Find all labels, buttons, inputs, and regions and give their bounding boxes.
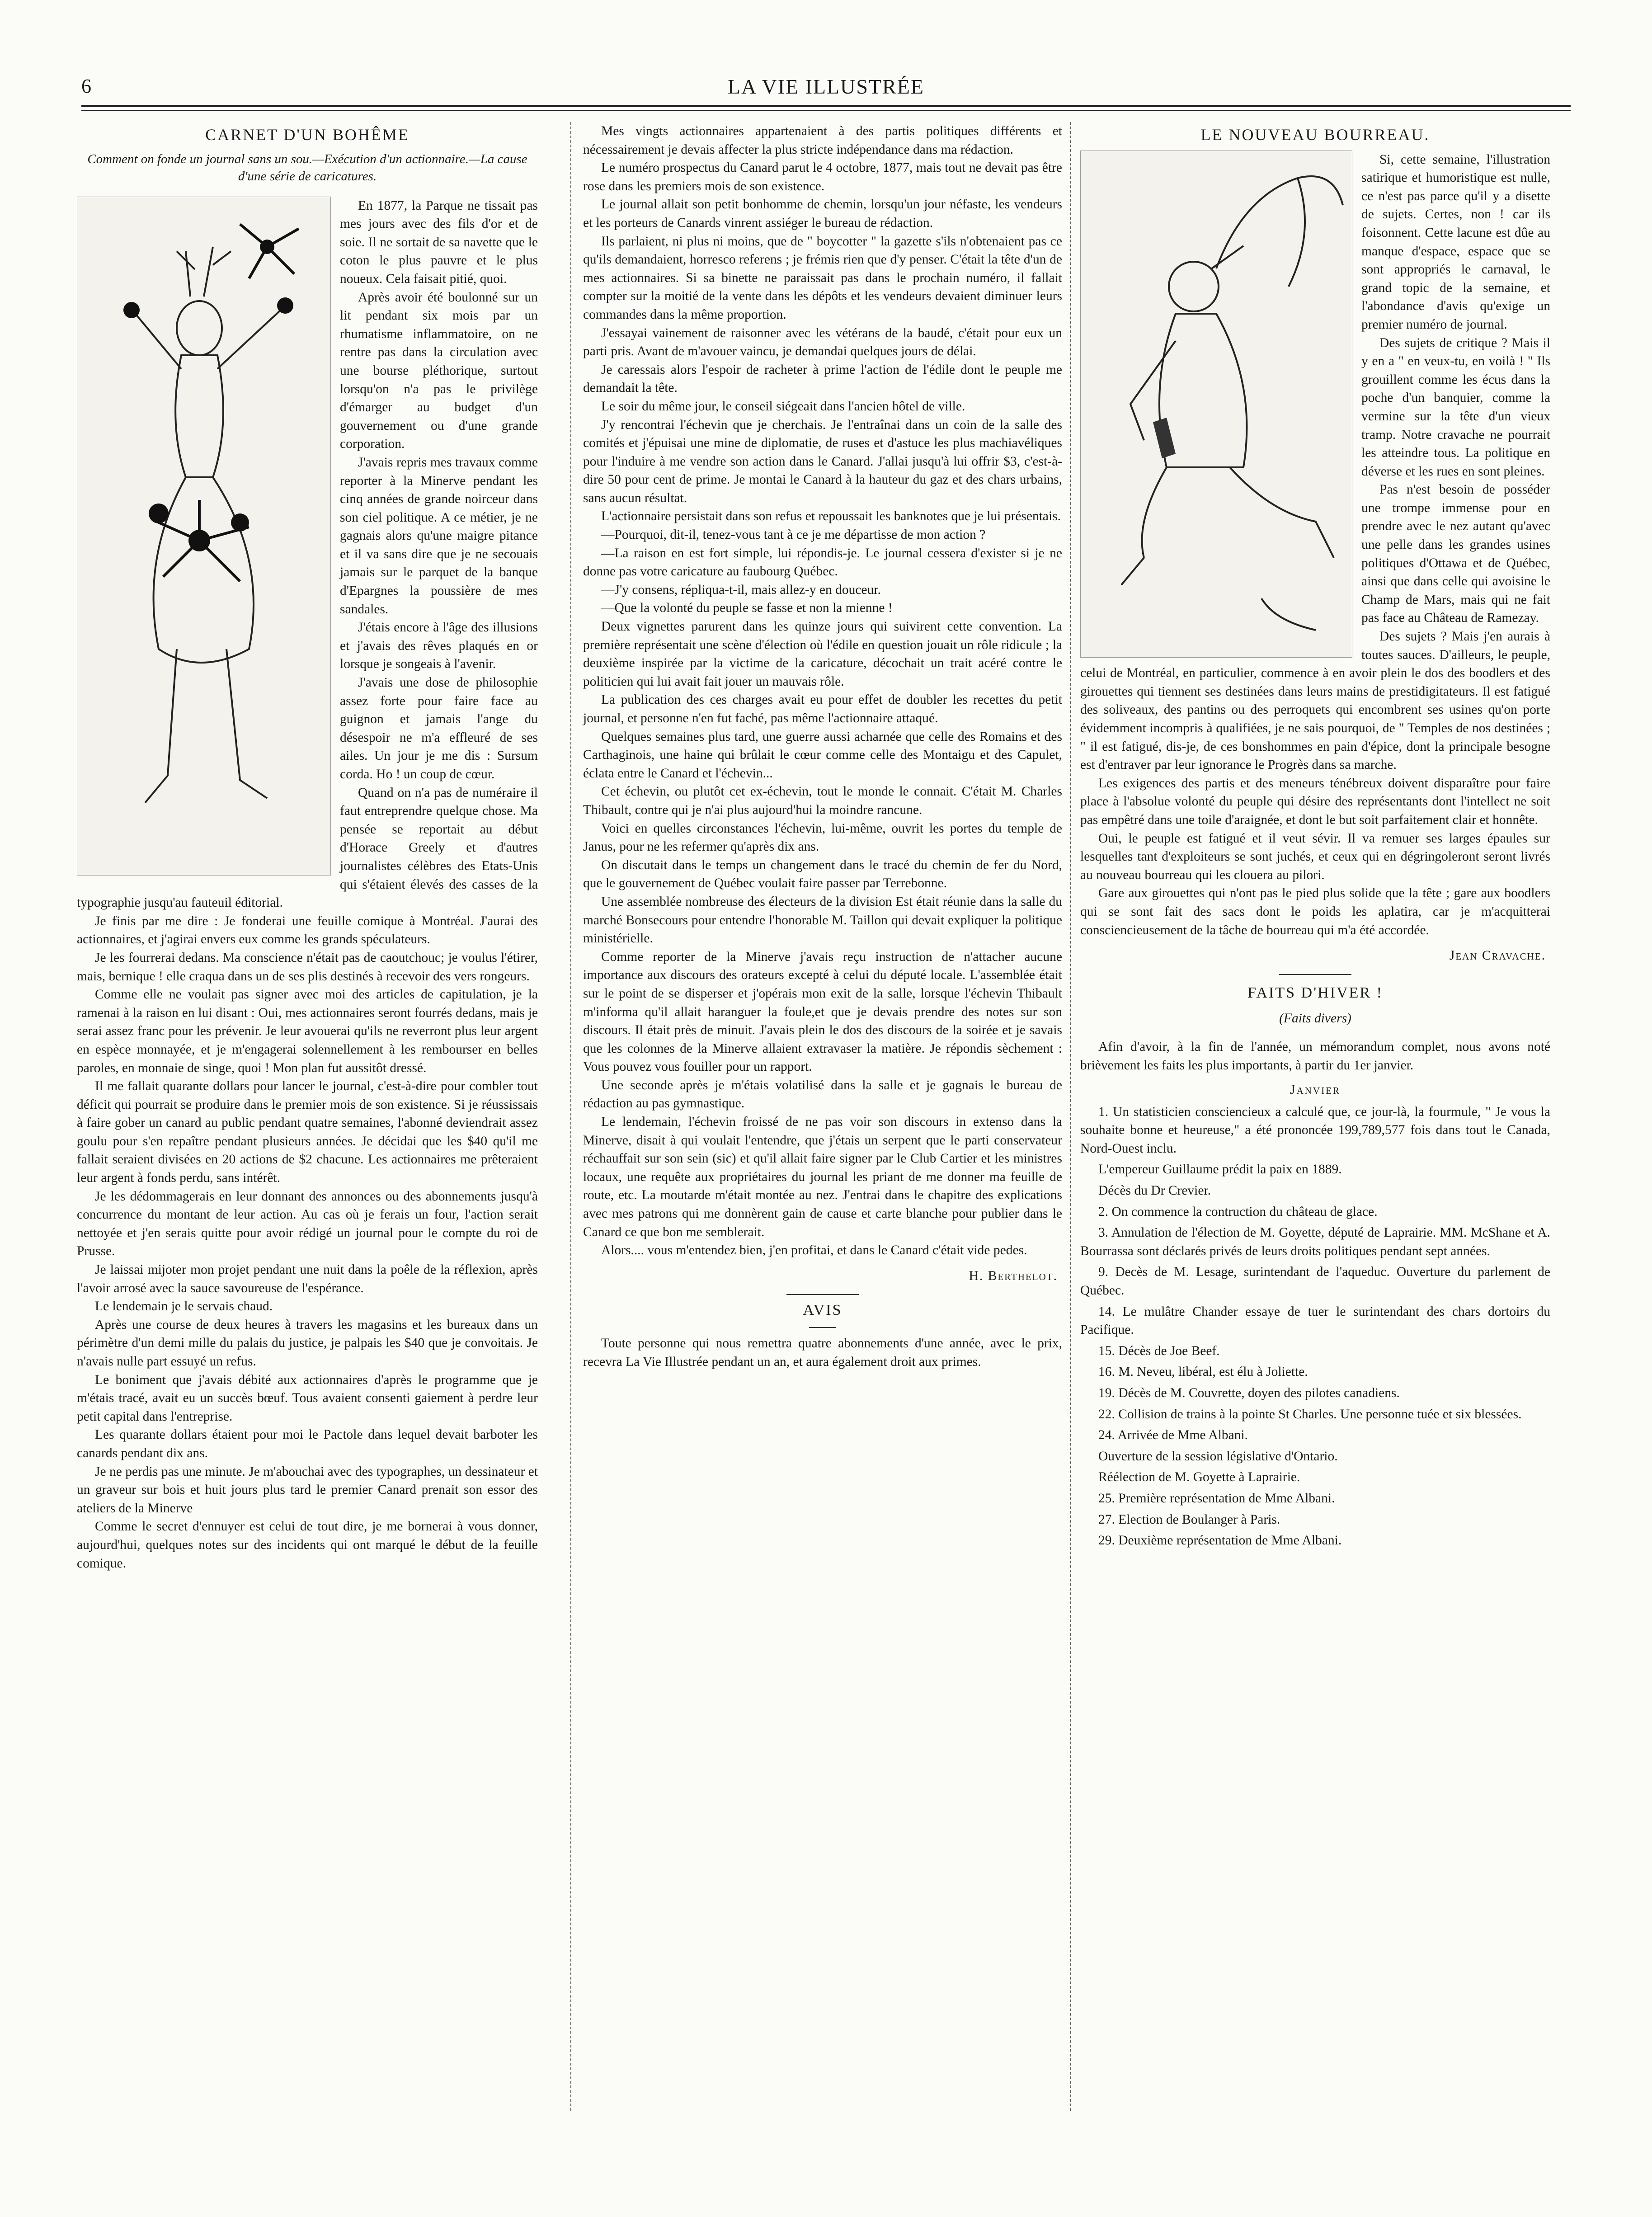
paragraph: Je les dédommagerais en leur donnant des annonces ou des abonnements jusqu'à concurrence du montant de leur action. Au cas où je ferais un four, l'action serait nettoyée et j'en serais quitte pour avoir rédigé un journal pour le compte du roi de Prusse. <box>77 1189 538 1259</box>
paragraph: Je finis par me dire : Je fonderai une feuille comique à Montréal. J'aurai des actionnaires, et j'agirai envers eux comme les grands spéculateurs. <box>77 913 538 947</box>
paragraph: Je laissai mijoter mon projet pendant une nuit dans la poêle de la réflexion, après l'avoir arrosé avec la sauce savoureuse de l'espérance. <box>77 1262 538 1295</box>
list-item: L'empereur Guillaume prédit la paix en 1889. <box>1098 1162 1342 1177</box>
paragraph: —La raison en est fort simple, lui répondis-je. Le journal cessera d'exister si je ne donne pas votre caricature au faubourg Québec. <box>583 546 1062 579</box>
paragraph: La publication des ces charges avait eu pour effet de doubler les recettes du petit journal, et personne n'en fut faché, pas même l'actionnaire attaqué. <box>583 692 1062 725</box>
paragraph: Le journal allait son petit bonhomme de chemin, lorsqu'un jour néfaste, les vendeurs et les porteurs de Canards vinrent assiéger le bureau de rédaction. <box>583 197 1062 230</box>
column-divider <box>570 122 571 2111</box>
illustration-bourreau <box>1080 151 1352 658</box>
paragraph: J'avais repris mes travaux comme reporter à la Minerve pendant les cinq années de grande noirceur dans son ciel politique. A ce métier, je ne gagnais alors qu'une maigre pitance et il va sans dire que je ne secouais jamais sur le parquet de la banque d'Epargnes la poussière de mes sandales. <box>340 455 538 617</box>
paragraph: J'étais encore à l'âge des illusions et j'avais des rêves plaqués en or lorsque je songeais à l'avenir. <box>340 620 538 672</box>
paragraph: Je caressais alors l'espoir de racheter à prime l'action de l'édile dont le peuple me demandait la tête. <box>583 362 1062 395</box>
illustration-dancer <box>77 197 331 876</box>
month-heading: Janvier <box>1290 1083 1341 1097</box>
paragraph: —J'y consens, répliqua-t-il, mais allez-y en douceur. <box>601 582 881 597</box>
list-item: 29. Deuxième représentation de Mme Albani. <box>1098 1533 1342 1548</box>
paragraph: Mes vingts actionnaires appartenaient à des partis politiques différents et nécessairement je devais affecter la plus stricte indépendance dans ma rédaction. <box>583 124 1062 157</box>
list-item: 1. Un statisticien consciencieux a calculé que, ce jour-là, la fourmule, " Je vous la souhaite bonne et heureuse," a été prononcée 199,789,577 fois dans tout le Canada, Nord-Ouest inclu. <box>1080 1104 1550 1156</box>
paragraph: On discutait dans le temps un changement dans le tracé du chemin de fer du Nord, que le gouvernement de Québec voulait faire passer par Terrebonne. <box>583 857 1062 891</box>
column-carnet <box>77 122 538 2133</box>
paragraph: Après avoir été boulonné sur un lit pendant six mois par un rhumatisme inflammatoire, on ne rentre pas dans la circulation avec une bourse pléthorique, surtout lorsqu'on n'a pas le privilège d'émarger au budget d'un gouvernement ou d'une grande corporation. <box>340 290 538 452</box>
paragraph: Cet échevin, ou plutôt cet ex-échevin, tout le monde le connait. C'était M. Charles Thibault, contre qui je n'ai plus aujourd'hui la moindre rancune. <box>583 784 1062 817</box>
dancer-illustration <box>77 197 331 876</box>
list-item: 3. Annulation de l'élection de M. Goyette, député de Laprairie. MM. McShane et A. Bourrassa sont déclarés privés de leurs droits politiques pendant sept années. <box>1080 1225 1550 1258</box>
article-deck: Comment on fonde un journal sans un sou.—Exécution d'un actionnaire.—La cause d'une série de caricatures. <box>87 151 527 184</box>
list-item: 22. Collision de trains à la pointe St Charles. Une personne tuée et six blessées. <box>1098 1407 1522 1422</box>
newspaper-title: LA VIE ILLUSTRÉE <box>728 75 924 98</box>
list-item: 16. M. Neveu, libéral, est élu à Joliette. <box>1098 1365 1308 1379</box>
paragraph: Deux vignettes parurent dans les quinze jours qui suivirent cette convention. La première représentait une scène d'élection où l'édile en question jouait un rôle ridicule ; la deuxième inspirée par la victime de la caricature, décochait un trait acéré contre le politicien qui lui avait fait jouer un mauvais rôle. <box>583 619 1062 689</box>
article-title: CARNET D'UN BOHÊME <box>205 126 409 144</box>
list-item: Décès du Dr Crevier. <box>1098 1183 1211 1198</box>
paragraph: J'avais une dose de philosophie assez forte pour faire face au guignon et jamais l'ange du désespoir ne m'a effleuré de ses ailes. Un jour je me dis : Sursum corda. Ho ! un coup de cœur. <box>340 675 538 781</box>
paragraph: Ils parlaient, ni plus ni moins, que de " boycotter " la gazette s'ils n'obtenaient pas ce qu'ils demandaient, horresco referens ; je frémis rien que d'y penser. C'était la tête d'un de mes actionnaires. Si sa binette ne paraissait pas dans le prochain numéro, il fallait compter sur la moitié de la vente dans les dépôts et les vendeurs devaient diminuer leurs commandes dans la même proportion. <box>583 234 1062 322</box>
author-signature: Jean Cravache. <box>1449 948 1546 963</box>
executioner-illustration <box>1080 151 1352 658</box>
list-item: 19. Décès de M. Couvrette, doyen des pilotes canadiens. <box>1098 1386 1400 1400</box>
list-item: 24. Arrivée de Mme Albani. <box>1098 1428 1248 1443</box>
avis-text: Toute personne qui nous remettra quatre abonnements d'une année, avec le prix, recevra La Vie Illustrée pendant un an, et aura également droit aux primes. <box>583 1336 1062 1369</box>
avis-title: AVIS <box>803 1302 842 1319</box>
paragraph: J'y rencontrai l'échevin que je cherchais. Je l'entraînai dans un coin de la salle des comités et j'épuisai une mine de diplomatie, de ruses et d'astuce les plus machiavéliques pour l'induire à me vendre son action dans le Canard. J'allai jusqu'à lui offrir $3, c'est-à-dire 50 pour cent de prime. Je montai le Canard à la hauteur du gaz et des chars urbains, sans aucun résultat. <box>583 417 1062 505</box>
paragraph: Il me fallait quarante dollars pour lancer le journal, c'est-à-dire pour combler tout déficit qui pourrait se produire dans le premier mois de son existence. Si je réussissais à faire gober un canard au public pendant quatre semaines, l'abonné deviendrait assez goulu pour s'en repaître pendant plusieurs années. Je décidai que les $40 qu'il me fallait seraient divisées en 20 actions de $2 chacune. Les actionnaires me prêteraient leur argent à fonds perdu, sans intérêt. <box>77 1079 538 1186</box>
paragraph: Comme elle ne voulait pas signer avec moi des articles de capitulation, je la ramenai à la raison en lui disant : Oui, mes actionnaires seront fourrés dedans, mais je serai assez franc pour les prévenir. Je leur avouerai qu'ils ne reverront plus leur argent en espèce monnayée, et je m'engagerai solennellement à les rembourser en belles paroles, en monnaie de singe, quoi ! Mon plan fut aussitôt dressé. <box>77 987 538 1075</box>
paragraph: Le lendemain, l'échevin froissé de ne pas voir son discours in extenso dans la Minerve, disait à qui voulait l'entendre, que j'étais un serpent que le parti conservateur réchauffait sur son sein (sic) et qu'il allait faire signer par le Club Cartier et les ministres locaux, une requête aux propriétaires du journal les priant de me donner ma feuille de route, etc. La moutarde m'était montée au nez. J'entrai dans le chapitre des explications avec mes patrons qui me donnèrent gain de cause et carte blanche pour publier dans le Canard ce que bon me semblerait. <box>583 1115 1062 1239</box>
paragraph: Après une course de deux heures à travers les magasins et les bureaux dans un périmètre d'un demi mille du palais du justice, je palpais les $40 que je convoitais. Je n'avais nulle part essuyé un refus. <box>77 1317 538 1369</box>
paragraph: Quelques semaines plus tard, une guerre aussi acharnée que celle des Romains et des Carthaginois, une haine qui brûlait le cœur comme celle des Montaigu et des Capulet, éclata entre le Canard et l'échevin... <box>583 729 1062 781</box>
separator <box>1279 974 1351 975</box>
paragraph: Comme le secret d'ennuyer est celui de tout dire, je me bornerai à vous donner, aujourd'hui, quelques notes sur des incidents qui ont marqué le début de la feuille comique. <box>77 1519 538 1571</box>
paragraph: En 1877, la Parque ne tissait pas mes jours avec des fils d'or et de soie. Il ne sortait de sa navette que le coton le plus pauvre et le plus noueux. Cela faisait pitié, quoi. <box>340 198 538 286</box>
list-item: Ouverture de la session législative d'Ontario. <box>1098 1449 1338 1464</box>
header-rule-thick <box>81 105 1571 107</box>
faits-title: FAITS D'HIVER ! <box>1247 984 1383 1001</box>
list-item: 15. Décès de Joe Beef. <box>1098 1343 1220 1358</box>
paragraph: —Que la volonté du peuple se fasse et non la mienne ! <box>601 601 893 616</box>
paragraph: Une assemblée nombreuse des électeurs de la division Est était réunie dans la salle du marché Bonsecours pour entendre l'honorable M. Taillon qui devait expliquer la politique ministérielle. <box>583 894 1062 946</box>
paragraph: Je ne perdis pas une minute. Je m'abouchai avec des typographes, un dessinateur et un graveur sur bois et huit jours plus tard le premier Canard prenait son essor des ateliers de la Minerve <box>77 1464 538 1516</box>
paragraph: L'actionnaire persistait dans son refus et repoussait les banknotes que je lui présentais. <box>601 509 1061 524</box>
column-carnet-continued <box>583 122 1062 2133</box>
paragraph: Les exigences des partis et des meneurs ténébreux doivent disparaître pour faire place à l'absolue volonté du peuple qui désire des représentants dont l'intellect ne soit pas empêtré dans une toile d'araignée, et dont le but soit parfaitement clair et honnête. <box>1080 776 1550 827</box>
paragraph: Quand on n'a pas de numéraire il faut entreprendre quelque chose. Ma pensée se reportait au début d'Horace Greely et d'autres journalistes célèbres des Etats-Unis qui s'étaient élevés des casses de la typographie jusqu'au fauteuil éditorial. <box>77 785 538 910</box>
faits-subtitle: (Faits divers) <box>1279 1011 1351 1026</box>
header-rule-thin <box>81 110 1571 111</box>
paragraph: Le lendemain je le servais chaud. <box>95 1299 273 1314</box>
list-item: 9. Decès de M. Lesage, surintendant de l'aqueduc. Ouverture du parlement de Québec. <box>1080 1265 1550 1298</box>
article-title: LE NOUVEAU BOURREAU. <box>1200 126 1430 144</box>
column-divider <box>1070 122 1071 2111</box>
page-number: 6 <box>81 75 91 97</box>
list-item: 2. On commence la contruction du château de glace. <box>1098 1204 1378 1219</box>
paragraph: Une seconde après je m'étais volatilisé dans la salle et je gagnais le bureau de rédaction au pas gymnastique. <box>583 1078 1062 1111</box>
list-item: 27. Election de Boulanger à Paris. <box>1098 1512 1280 1527</box>
list-item: 25. Première représentation de Mme Albani. <box>1098 1491 1335 1506</box>
paragraph: Des sujets ? Mais j'en aurais à toutes sauces. D'ailleurs, le peuple, celui de Montréal, en particulier, commence à en avoir plein le dos des boodlers et des girouettes qui tiennent ses destinées dans leurs mains de prestidigitateurs. Il est fatigué des soliveaux, des pantins ou des perroquets qui encombrent ses usines qu'on porte évidemment incompris à qualifiées, je ne sais pourquoi, de " Temples de nos destinées ; " il est fatigué, dis-je, de ces bonshommes en pain d'épice, dont la principale besogne est d'entraver par leur ignorance le Progrès dans sa marche. <box>1080 629 1550 772</box>
paragraph: Voici en quelles circonstances l'échevin, lui-même, ouvrit les portes du temple de Janus, pour ne les refermer qu'après dix ans. <box>583 821 1062 854</box>
paragraph: Comme reporter de la Minerve j'avais reçu instruction de n'attacher aucune importance aux discours des orateurs excepté à celui du député locale. L'assemblée était sur le point de se disperser et j'opérais mon exit de la salle, lorsque l'échevin Thibault m'informa qu'il allait haranguer la foule,et que je devais prendre des notes sur son discours. Il était près de minuit. J'avais plein le dos des discours de la soirée et je savais que les colonnes de la Minerve allaient extravaser la matière. Je répondis sèchement : Vous pouvez vous fouiller pour un rapport. <box>583 949 1062 1074</box>
paragraph: Le soir du même jour, le conseil siégeait dans l'ancien hôtel de ville. <box>601 399 965 414</box>
paragraph: Des sujets de critique ? Mais il y en a " en veux-tu, en voilà ! " Ils grouillent comme les écus dans la poche d'un banquier, comme la vermine sur la tête d'un vieux tramp. Notre cravache ne pourrait les atteindre tous. La politique en déverse et les rues en sont pleines. <box>1361 335 1550 479</box>
list-item: 14. Le mulâtre Chander essaye de tuer le surintendant des chars dortoirs du Pacifique. <box>1080 1304 1550 1337</box>
paragraph: Le numéro prospectus du Canard parut le 4 octobre, 1877, mais tout ne devait pas être rose dans les premiers mois de son existence. <box>583 160 1062 193</box>
paragraph: Je les fourrerai dedans. Ma conscience n'était pas de caoutchouc; je voulus l'étirer, mais, bernique ! elle craqua dans un de ses plis destinés à recevoir des vers rongeurs. <box>77 950 538 984</box>
page-header <box>81 75 1571 106</box>
list-item: Réélection de M. Goyette à Laprairie. <box>1098 1470 1300 1485</box>
column-nouveau-bourreau <box>1080 122 1550 2133</box>
paragraph: Pas n'est besoin de posséder une trompe immense pour en prendre avec le nez autant qu'avec une pelle dans les grandes usines politiques d'Ottawa et de Québec, ainsi que dans celle qui avoisine le Champ de Mars, mais qui ne fait pas face au Château de Ramezay. <box>1361 482 1550 626</box>
separator <box>809 1327 836 1328</box>
paragraph: Les quarante dollars étaient pour moi le Pactole dans lequel devait barboter les canards pendant dix ans. <box>77 1427 538 1460</box>
paragraph: Gare aux girouettes qui n'ont pas le pied plus solide que la tête ; gare aux boodlers qui se sont fait des sacs dont le poids les aplatira, car je m'acquitterai consciencieusement de la tâche de bourreau qui m'a été accordée. <box>1080 886 1550 937</box>
paragraph: Le boniment que j'avais débité aux actionnaires d'après le programme que je m'étais tracé, avait eu un succès bœuf. Tous avaient consenti gaiement à perdre leur petit capital dans l'entreprise. <box>77 1372 538 1424</box>
paragraph: Alors.... vous m'entendez bien, j'en profitai, et dans le Canard c'était vide pedes. <box>601 1243 1027 1258</box>
author-signature: H. Berthelot. <box>969 1268 1058 1283</box>
paragraph: Oui, le peuple est fatigué et il veut sévir. Il va remuer ses larges épaules sur lesquelles tant d'exploiteurs se sont juchés, et ceux qui en dégringoleront seront livrés au nouveau bourreau qui les clouera au pilori. <box>1080 831 1550 882</box>
paragraph: Si, cette semaine, l'illustration satirique et humoristique est nulle, ce n'est pas parce qu'il y a disette de sujets. Certes, non ! car ils foisonnent. Cette lacune est dûe au manque d'espace, espace que se sont appropriés le carnaval, le grand topic de la semaine, et l'abondance d'avis qu'exige un premier numéro de journal. <box>1361 152 1550 332</box>
faits-intro: Afin d'avoir, à la fin de l'année, un mémorandum complet, nous avons noté brièvement les faits les plus importants, à partir du 1er janvier. <box>1080 1039 1550 1073</box>
separator <box>786 1294 859 1295</box>
paragraph: —Pourquoi, dit-il, tenez-vous tant à ce je me départisse de mon action ? <box>601 527 986 542</box>
paragraph: J'essayai vainement de raisonner avec les vétérans de la baudé, c'était pour eux un parti pris. Avant de m'avouer vaincu, je demandai quelques jours de délai. <box>583 325 1062 359</box>
